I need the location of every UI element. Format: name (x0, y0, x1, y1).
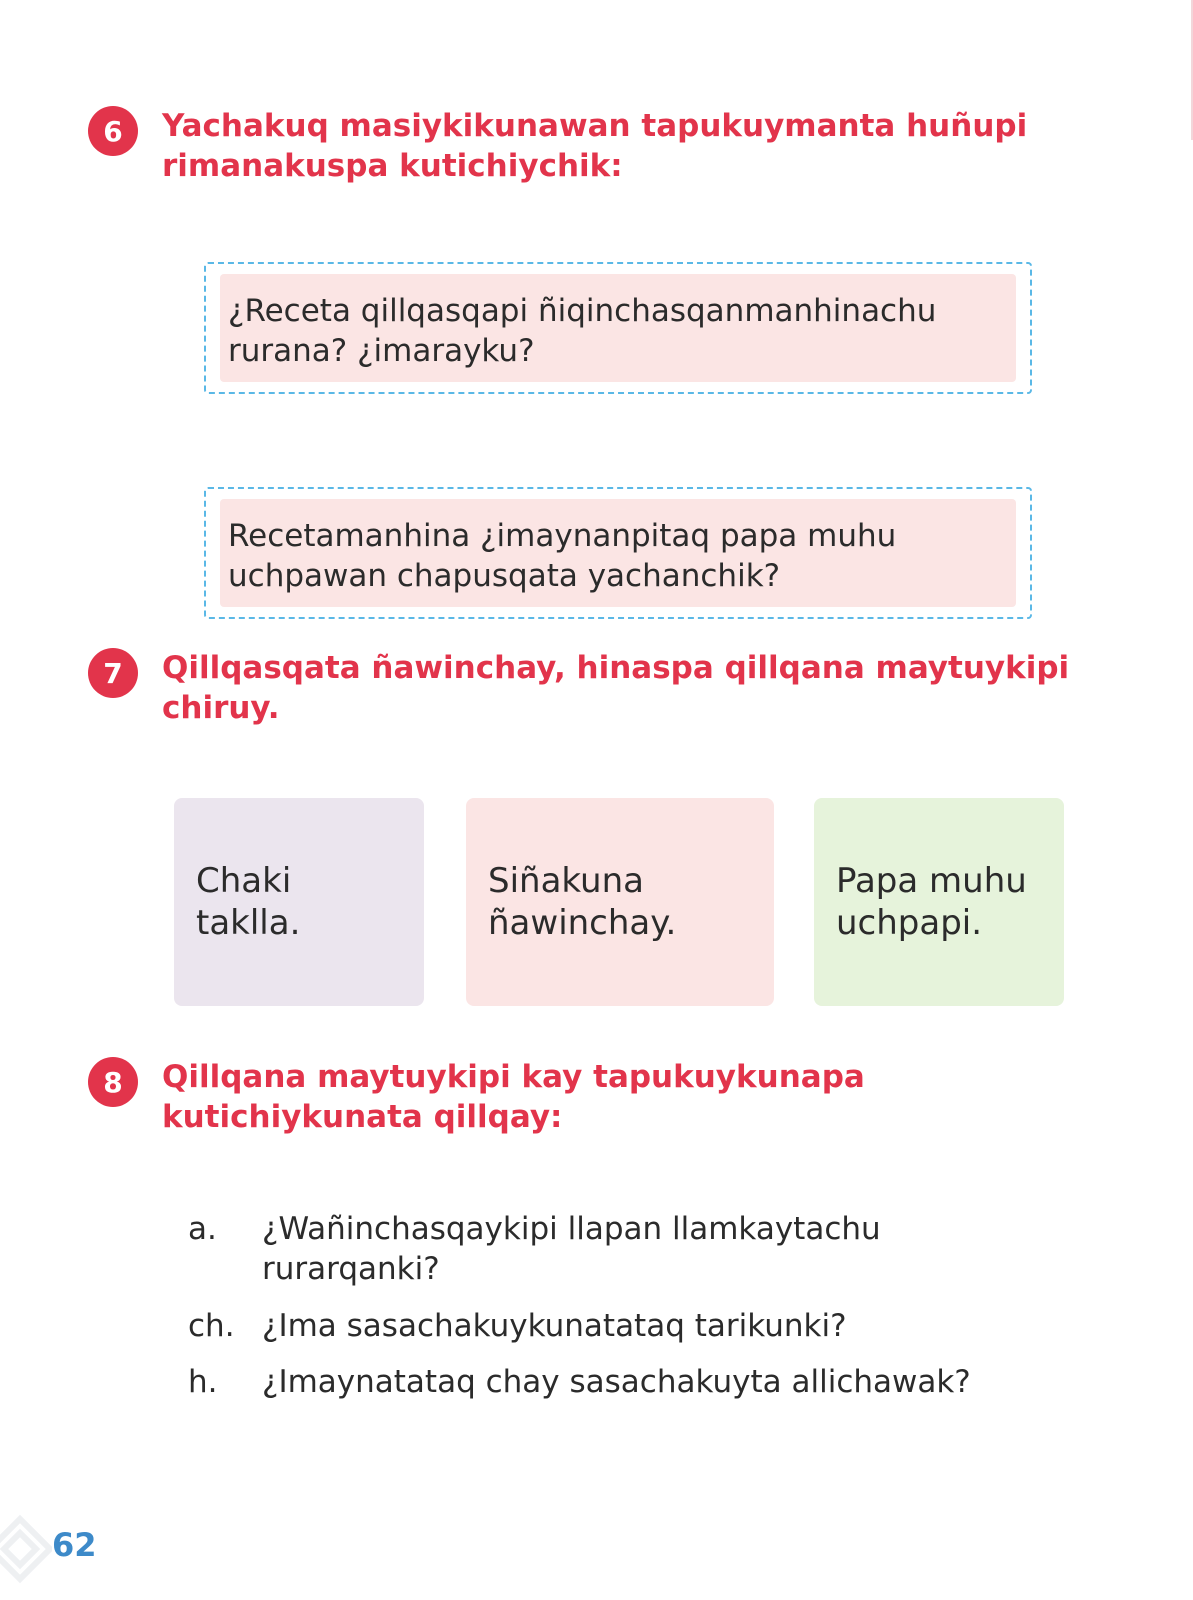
section-8-title: Qillqana maytuykipi kay tapukuykunapa kutichiykunata qillqay: (162, 1059, 865, 1135)
list-item-letter: a. (188, 1211, 217, 1247)
card-chaki-taklla (174, 798, 424, 1006)
section-7-number-badge: 7 (88, 648, 138, 698)
section-6-number-badge: 6 (88, 106, 138, 156)
section-6-title: Yachakuq masiykikunawan tapukuymanta huñupi rimanakuspa kutichiychik: (162, 108, 1028, 184)
page-number: 62 (52, 1526, 97, 1564)
card-sinakuna-nawinchay (466, 798, 774, 1006)
list-item-a (188, 1209, 1088, 1291)
list-item-text: ¿Wañinchasqaykipi llapan llamkaytachu rurarqanki? (262, 1211, 881, 1287)
list-item-text: ¿Imaynatataq chay sasachakuyta allichawak? (262, 1364, 971, 1400)
card-papa-muhu (814, 798, 1064, 1006)
section-8-number-badge: 8 (88, 1057, 138, 1107)
section-7-title: Qillqasqata ñawinchay, hinaspa qillqana maytuykipi chiruy. (162, 650, 1070, 726)
corner-ornament-icon (0, 1498, 52, 1600)
list-item-letter: ch. (188, 1308, 235, 1344)
card-1-text: Chaki taklla. (196, 861, 301, 943)
question-box-1 (204, 262, 1032, 394)
list-item-h (188, 1362, 1088, 1444)
list-item-text: ¿Ima sasachakuykunatataq tarikunki? (262, 1308, 847, 1344)
question-box-1-text: ¿Receta qillqasqapi ñiqinchasqanmanhinachu rurana? ¿imarayku? (220, 274, 1016, 382)
card-2-text: Siñakuna ñawinchay. (488, 861, 677, 943)
question-box-2-text: Recetamanhina ¿imaynanpitaq papa muhu uchpawan chapusqata yachanchik? (220, 499, 1016, 607)
list-item-ch (188, 1306, 1088, 1348)
question-box-2 (204, 487, 1032, 619)
card-3-text: Papa muhu uchpapi. (836, 861, 1027, 943)
list-item-letter: h. (188, 1364, 218, 1400)
